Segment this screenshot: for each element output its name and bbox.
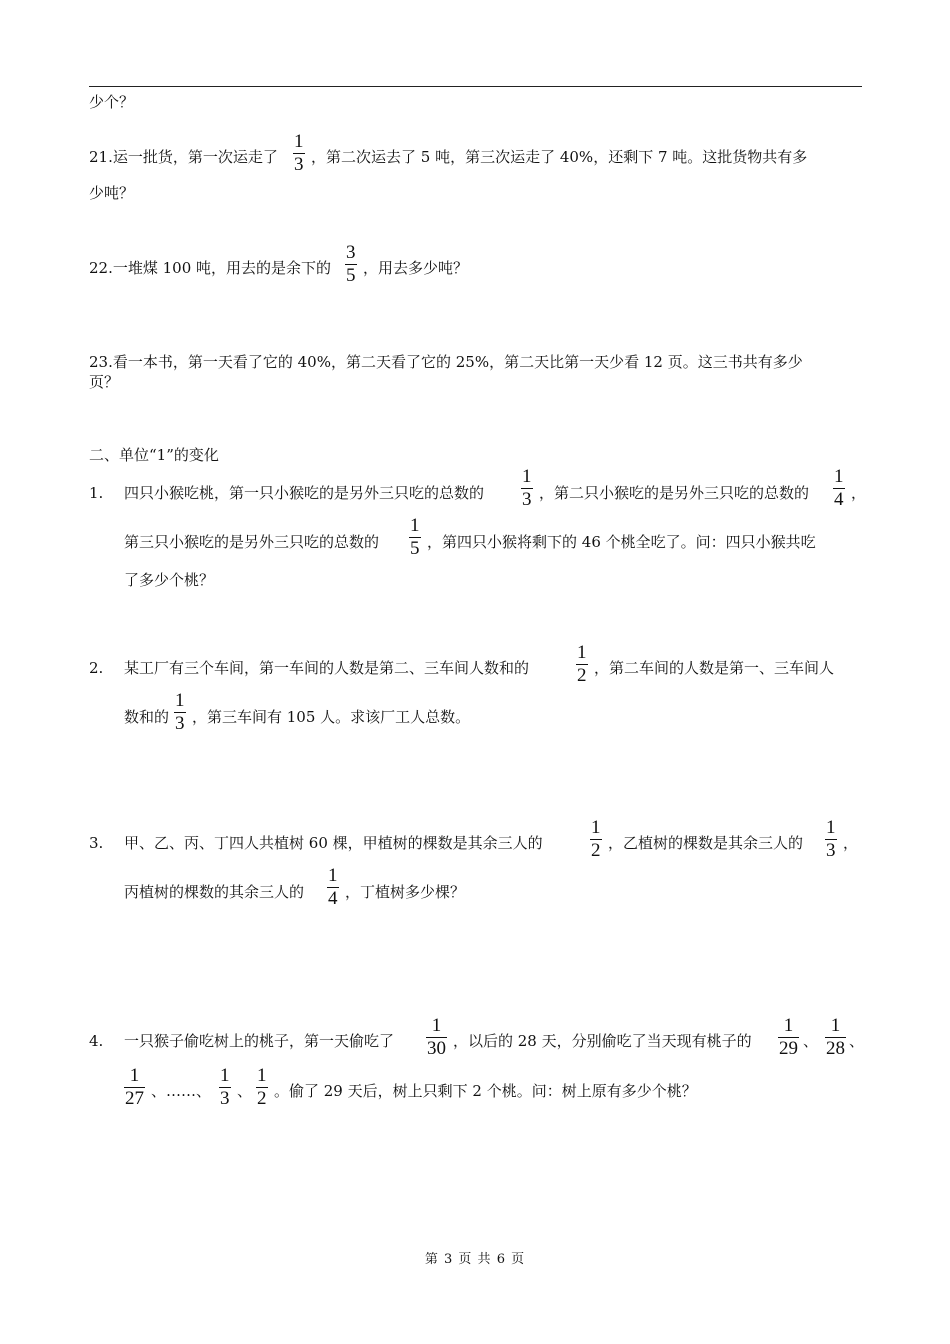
p2-frac1-den: 2 bbox=[577, 665, 587, 686]
continued-text: 少个？ bbox=[89, 93, 135, 111]
p4-fraction-4 bbox=[124, 1066, 145, 1109]
p4-frac5-num: 1 bbox=[220, 1065, 230, 1086]
p4-fraction-1 bbox=[426, 1016, 447, 1059]
p3-text-c: ， bbox=[843, 834, 859, 852]
p4-text-a: 一只猴子偷吃树上的桃子，第一天偷吃了 bbox=[124, 1032, 395, 1050]
p4-sep-2: 、 bbox=[849, 1032, 865, 1050]
p4-frac2-den: 29 bbox=[779, 1038, 798, 1059]
p1-frac2-den: 4 bbox=[834, 489, 844, 510]
p1-text-d: 第三只小猴吃的是另外三只吃的总数的 bbox=[124, 533, 380, 551]
p2-frac2-num: 1 bbox=[175, 690, 185, 711]
q21-fraction bbox=[293, 132, 305, 175]
p1-text-c: ， bbox=[851, 484, 867, 502]
p4-frac6-num: 1 bbox=[257, 1065, 267, 1086]
p2-frac1-num: 1 bbox=[577, 642, 587, 663]
q22-text-b: ，用去多少吨？ bbox=[363, 259, 469, 277]
p4-frac3-den: 28 bbox=[826, 1038, 845, 1059]
p2-number: 2. bbox=[89, 659, 104, 677]
p4-text-c: 、……、 bbox=[151, 1082, 212, 1100]
p4-sep-3: 、 bbox=[237, 1082, 253, 1100]
p3-frac3-num: 1 bbox=[328, 865, 338, 886]
p1-frac1-num: 1 bbox=[522, 466, 532, 487]
p3-fraction-3 bbox=[327, 866, 339, 909]
p1-frac3-num: 1 bbox=[410, 515, 420, 536]
p3-frac2-num: 1 bbox=[826, 817, 836, 838]
p4-frac5-den: 3 bbox=[220, 1088, 230, 1109]
p3-text-b: ，乙植树的棵数是其余三人的 bbox=[608, 834, 804, 852]
p4-frac4-den: 27 bbox=[125, 1088, 144, 1109]
q21-text-a: 21.运一批货，第一次运走了 bbox=[89, 148, 278, 166]
q21-text-b: ，第二次运去了 5 吨，第三次运走了 40%，还剩下 7 吨。这批货物共有多 bbox=[311, 148, 808, 166]
p3-text-a: 甲、乙、丙、丁四人共植树 60 棵，甲植树的棵数是其余三人的 bbox=[124, 834, 543, 852]
p4-text-d: 。偷了 29 天后，树上只剩下 2 个桃。问：树上原有多少个桃？ bbox=[274, 1082, 697, 1100]
section-title: 二、单位“1”的变化 bbox=[89, 446, 219, 464]
p1-text-e: ，第四只小猴将剩下的 46 个桃全吃了。问：四只小猴共吃 bbox=[427, 533, 816, 551]
p4-fraction-3 bbox=[825, 1016, 846, 1059]
q22-frac-num: 3 bbox=[346, 242, 356, 263]
header-rule bbox=[89, 86, 862, 87]
p3-frac2-den: 3 bbox=[826, 840, 836, 861]
q23-text-a: 23.看一本书，第一天看了它的 40%，第二天看了它的 25%，第二天比第一天少看 12 页。这三书共有多少 bbox=[89, 353, 803, 371]
p3-frac1-num: 1 bbox=[591, 817, 601, 838]
p4-sep-1: 、 bbox=[803, 1032, 819, 1050]
p4-text-b: ，以后的 28 天，分别偷吃了当天现有桃子的 bbox=[453, 1032, 752, 1050]
q22-text-a: 22.一堆煤 100 吨，用去的是余下的 bbox=[89, 259, 332, 277]
p1-fraction-1 bbox=[521, 467, 533, 510]
p4-frac2-num: 1 bbox=[783, 1015, 794, 1036]
p1-frac1-den: 3 bbox=[522, 489, 532, 510]
p4-frac6-den: 2 bbox=[257, 1088, 267, 1109]
p2-text-b: ，第二车间的人数是第一、三车间人 bbox=[594, 659, 835, 677]
p2-text-d: ，第三车间有 105 人。求该厂工人总数。 bbox=[192, 708, 471, 726]
q23-text-b: 页？ bbox=[89, 373, 120, 391]
p1-frac3-den: 5 bbox=[410, 538, 420, 559]
p4-fraction-2 bbox=[778, 1016, 799, 1059]
p1-number: 1. bbox=[89, 484, 104, 502]
q21-frac-den: 3 bbox=[294, 154, 304, 175]
p3-fraction-1 bbox=[590, 818, 602, 861]
p4-frac1-den: 30 bbox=[427, 1038, 446, 1059]
p3-frac3-den: 4 bbox=[328, 888, 338, 909]
q21-frac-num: 1 bbox=[294, 131, 304, 152]
p1-text-a: 四只小猴吃桃，第一只小猴吃的是另外三只吃的总数的 bbox=[124, 484, 485, 502]
p2-frac2-den: 3 bbox=[175, 713, 185, 734]
q22-frac-den: 5 bbox=[346, 265, 356, 286]
p3-number: 3. bbox=[89, 834, 104, 852]
q21-text-c: 少吨？ bbox=[89, 184, 135, 202]
p3-frac1-den: 2 bbox=[591, 840, 601, 861]
p4-fraction-6 bbox=[256, 1066, 268, 1109]
p2-text-a: 某工厂有三个车间，第一车间的人数是第二、三车间人数和的 bbox=[124, 659, 530, 677]
p4-frac1-num: 1 bbox=[431, 1015, 442, 1036]
p2-fraction-2 bbox=[174, 691, 186, 734]
p3-text-d: 丙植树的棵数的其余三人的 bbox=[124, 883, 305, 901]
p3-text-e: ，丁植树多少棵？ bbox=[345, 883, 466, 901]
q22-fraction bbox=[345, 243, 357, 286]
p4-frac4-num: 1 bbox=[129, 1065, 140, 1086]
p4-number: 4. bbox=[89, 1032, 104, 1050]
p2-fraction-1 bbox=[576, 643, 588, 686]
p4-frac3-num: 1 bbox=[830, 1015, 841, 1036]
p1-text-b: ，第二只小猴吃的是另外三只吃的总数的 bbox=[539, 484, 810, 502]
page-footer: 第 3 页 共 6 页 bbox=[424, 1252, 526, 1267]
p1-text-f: 了多少个桃？ bbox=[124, 571, 215, 589]
p4-fraction-5 bbox=[219, 1066, 231, 1109]
p3-fraction-2 bbox=[825, 818, 837, 861]
p1-frac2-num: 1 bbox=[834, 466, 844, 487]
p2-text-c: 数和的 bbox=[124, 708, 170, 726]
p1-fraction-2 bbox=[833, 467, 845, 510]
p1-fraction-3 bbox=[409, 516, 421, 559]
